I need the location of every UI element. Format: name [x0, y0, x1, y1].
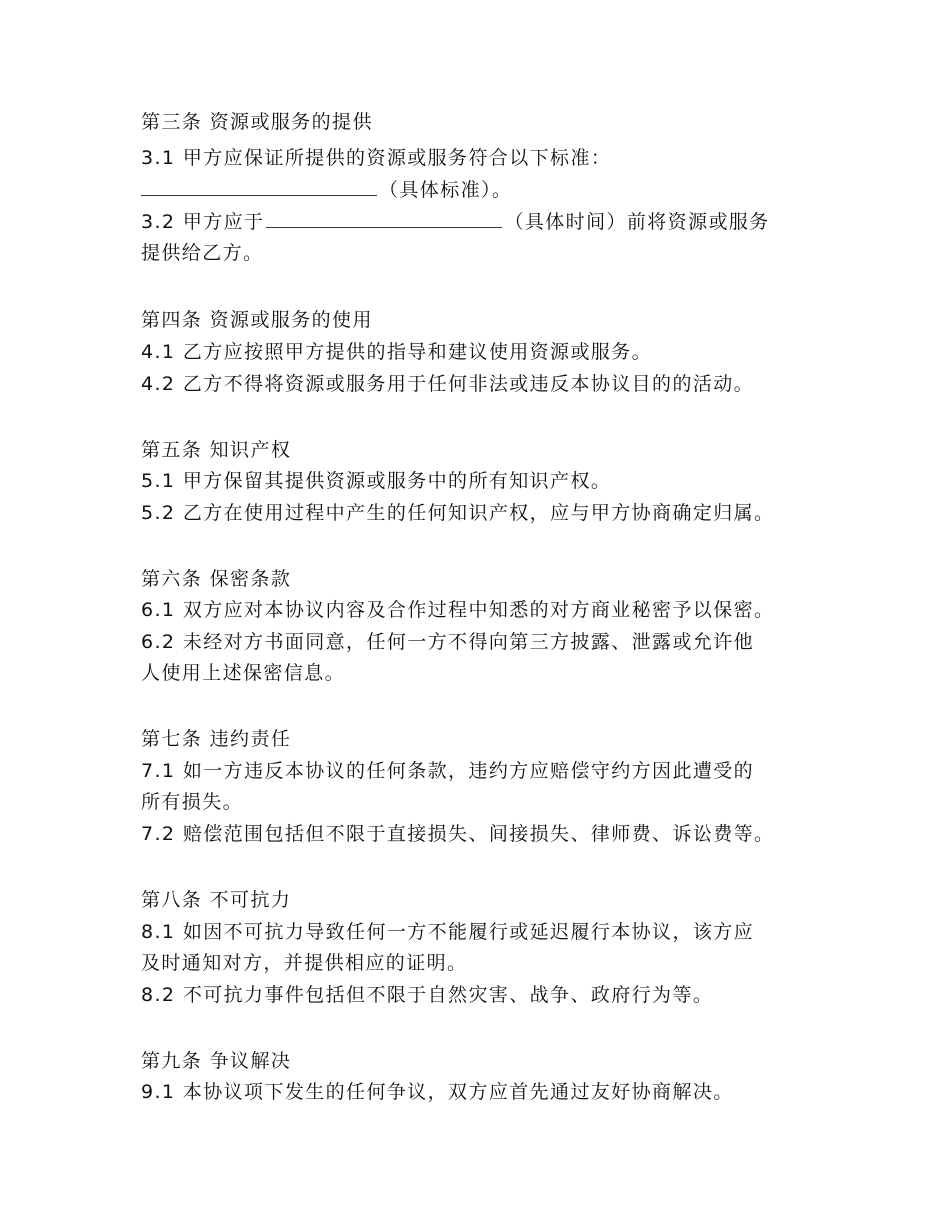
clause-4-2: 4.2 乙方不得将资源或服务用于任何非法或违反本协议目的的活动。: [141, 373, 755, 395]
clause-7-1: 7.1 如一方违反本协议的任何条款，违约方应赔偿守约方因此遭受的: [141, 760, 755, 782]
clause-4-1: 4.1 乙方应按照甲方提供的指导和建议使用资源或服务。: [141, 341, 653, 363]
clause-5-2: 5.2 乙方在使用过程中产生的任何知识产权，应与甲方协商确定归属。: [141, 502, 775, 524]
clause-3-2-prefix: 3.2 甲方应于: [141, 211, 265, 233]
section-5-heading: 第五条 知识产权: [141, 439, 292, 461]
clause-8-1-continuation: 及时通知对方，并提供相应的证明。: [141, 952, 468, 974]
clause-3-2: [141, 210, 770, 234]
clause-3-1: 3.1 甲方应保证所提供的资源或服务符合以下标准：: [141, 147, 612, 169]
section-9-heading: 第九条 争议解决: [141, 1050, 292, 1072]
clause-6-2: 6.2 未经对方书面同意，任何一方不得向第三方披露、泄露或允许他: [141, 631, 755, 653]
fill-in-blank-standard[interactable]: [141, 178, 377, 196]
section-4-heading: 第四条 资源或服务的使用: [141, 309, 373, 331]
clause-3-2-suffix: （具体时间）前将资源或服务: [504, 211, 770, 233]
clause-8-1: 8.1 如因不可抗力导致任何一方不能履行或延迟履行本协议，该方应: [141, 921, 755, 943]
clause-3-1-suffix: （具体标准）。: [379, 179, 513, 201]
clause-5-1: 5.1 甲方保留其提供资源或服务中的所有知识产权。: [141, 470, 612, 492]
clause-3-1-continuation: [141, 178, 512, 202]
clause-6-2-continuation: 人使用上述保密信息。: [141, 662, 346, 684]
clause-8-2: 8.2 不可抗力事件包括但不限于自然灾害、战争、政府行为等。: [141, 984, 714, 1006]
section-7-heading: 第七条 违约责任: [141, 728, 292, 750]
clause-7-2: 7.2 赔偿范围包括但不限于直接损失、间接损失、律师费、诉讼费等。: [141, 823, 775, 845]
clause-3-2-continuation: 提供给乙方。: [141, 242, 264, 264]
clause-7-1-continuation: 所有损失。: [141, 791, 244, 813]
section-8-heading: 第八条 不可抗力: [141, 889, 292, 911]
clause-6-1: 6.1 双方应对本协议内容及合作过程中知悉的对方商业秘密予以保密。: [141, 599, 775, 621]
section-3-heading: 第三条 资源或服务的提供: [141, 111, 373, 133]
clause-9-1: 9.1 本协议项下发生的任何争议，双方应首先通过友好协商解决。: [141, 1081, 734, 1103]
fill-in-blank-time[interactable]: [266, 210, 502, 228]
section-6-heading: 第六条 保密条款: [141, 568, 292, 590]
